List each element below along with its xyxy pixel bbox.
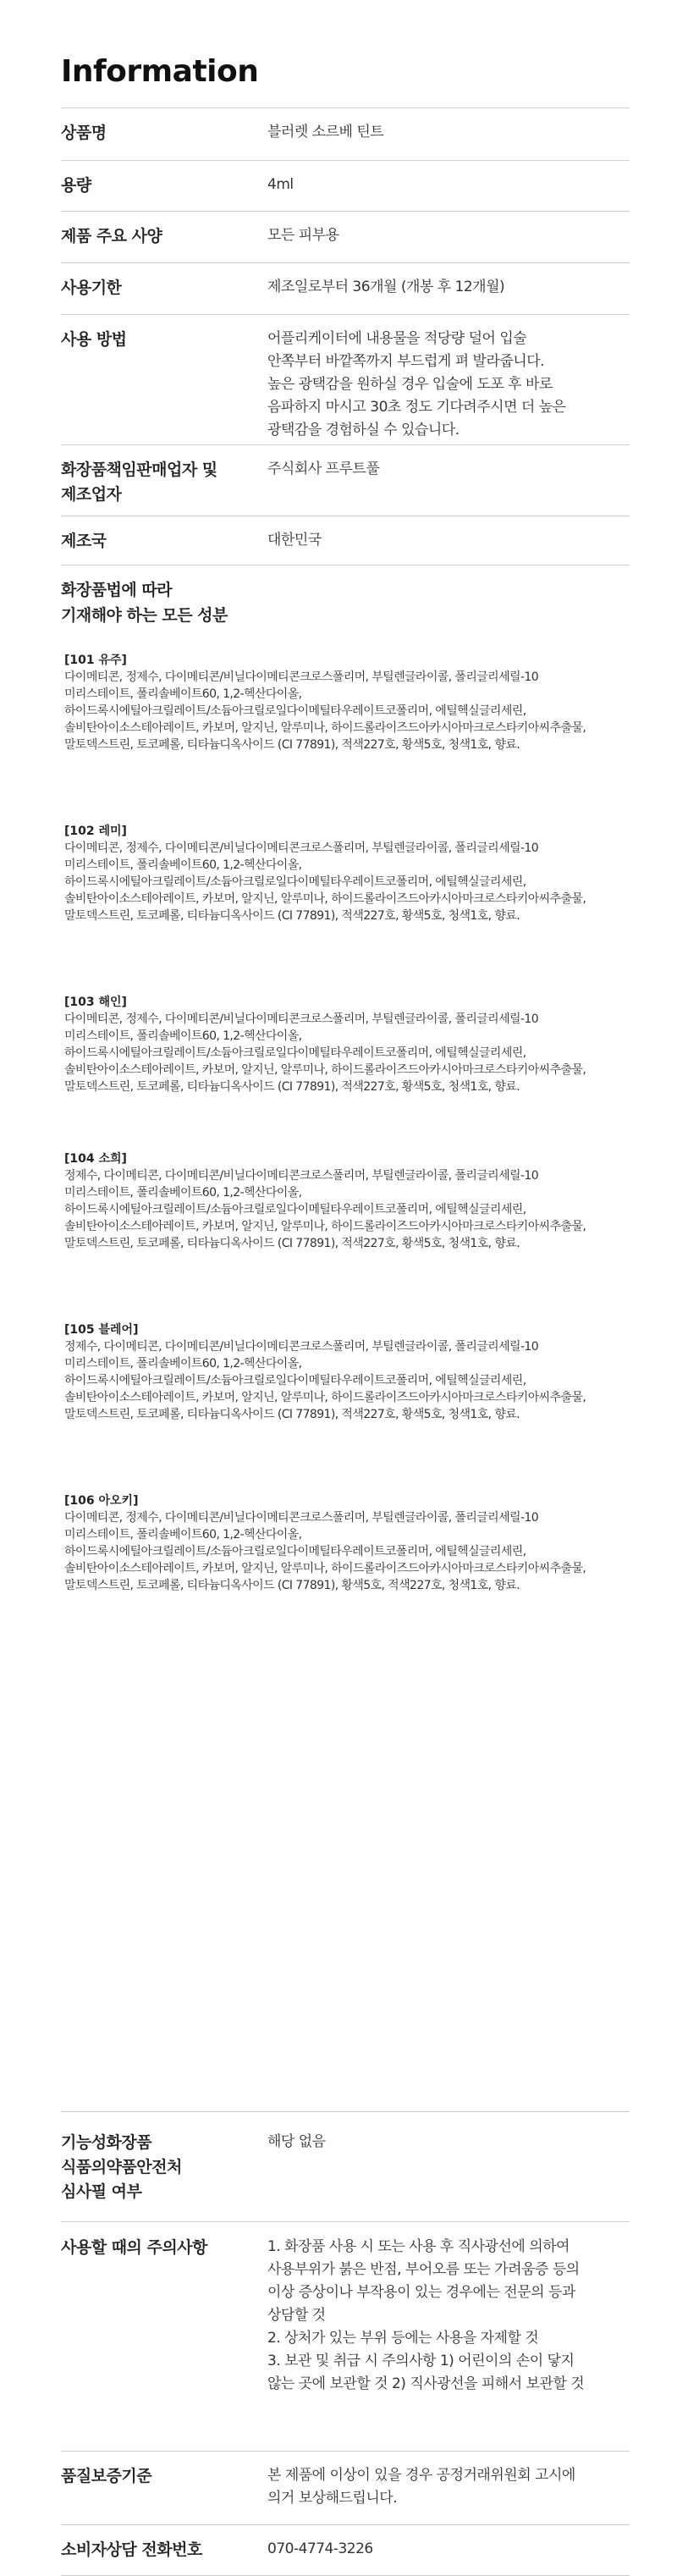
shade-name: [101 유주] <box>64 654 127 667</box>
row-label: 품질보증기준 <box>61 2467 152 2485</box>
usage-line: 광택감을 경험하실 수 있습니다. <box>267 422 460 439</box>
row-usage <box>61 315 630 445</box>
row-value: 4ml <box>267 176 294 193</box>
row-value <box>267 2464 630 2524</box>
ingredient-line: 다이메티콘, 정제수, 다이메티콘/비닐다이메티콘크로스폴리머, 부틸렌글라이콜, 폴리글리세릴-10 <box>64 841 539 855</box>
row-maker <box>61 445 630 516</box>
row-label: 사용 방법 <box>61 330 127 349</box>
shade-name: [103 해인] <box>64 996 127 1009</box>
row-spec <box>61 212 630 263</box>
ingredient-line: 다이메티콘, 정제수, 다이메티콘/비닐다이메티콘크로스폴리머, 부틸렌글라이콜, 폴리글리세릴-10 <box>64 1511 539 1525</box>
row-label <box>61 458 267 516</box>
ingredient-line: 하이드록시에틸아크릴레이트/소듐아크릴로일다이메틸타우레이트코폴리머, 에틸헥실글리세린, <box>64 1203 526 1216</box>
shade-name: [102 레미] <box>64 825 127 838</box>
row-volume <box>61 161 630 212</box>
phone-number: 070-4774-3226 <box>267 2540 373 2557</box>
label-line: 기재해야 하는 모든 성분 <box>61 606 228 625</box>
ingredient-shade <box>64 652 630 823</box>
row-country <box>61 516 630 565</box>
row-product-name <box>61 108 630 161</box>
ingredient-line: 말토덱스트린, 토코페롤, 티타늄디옥사이드 (CI 77891), 적색227호, 황색5호, 청색1호, 향료. <box>64 738 520 752</box>
ingredient-line: 말토덱스트린, 토코페롤, 티타늄디옥사이드 (CI 77891), 적색227호, 황색5호, 청색1호, 향료. <box>64 1237 520 1250</box>
ingredient-line: 정제수, 다이메티콘, 다이메티콘/비닐다이메티콘크로스폴리머, 부틸렌글라이콜, 폴리글리세릴-10 <box>64 1169 539 1183</box>
ingredient-line: 솔비탄아이소스테아레이트, 카보머, 알지닌, 알루미나, 하이드롤라이즈드아카시아마크로스타키아씨추출물, <box>64 721 586 735</box>
ingredient-line: 미리스테이트, 폴리솔베이트60, 1,2-헥산다이올, <box>64 858 302 872</box>
caution-item <box>267 2236 630 2327</box>
label-line: 제조업자 <box>61 485 122 504</box>
row-phone <box>61 2525 630 2576</box>
row-value <box>267 328 630 444</box>
caution-line: 이상 증상이나 부작용이 있는 경우에는 전문의 등과 <box>267 2284 575 2301</box>
row-value <box>267 2236 630 2451</box>
ingredient-line: 말토덱스트린, 토코페롤, 티타늄디옥사이드 (CI 77891), 적색227호, 황색5호, 청색1호, 향료. <box>64 1080 520 1094</box>
row-value: 해당 없음 <box>267 2133 326 2150</box>
label-line: 화장품책임판매업자 및 <box>61 461 217 479</box>
usage-line: 어플리케이터에 내용물을 적당량 덜어 입술 <box>267 330 527 347</box>
label-line: 식품의약품안전처 <box>61 2158 182 2176</box>
row-label: 제조국 <box>61 532 107 550</box>
label-line: 심사필 여부 <box>61 2182 142 2201</box>
ingredient-line: 솔비탄아이소스테아레이트, 카보머, 알지닌, 알루미나, 하이드롤라이즈드아카시아마크로스타키아씨추출물, <box>64 892 586 906</box>
row-label <box>61 577 267 628</box>
shade-name: [105 블레어] <box>64 1323 139 1337</box>
ingredient-line: 미리스테이트, 폴리솔베이트60, 1,2-헥산다이올, <box>64 1528 302 1542</box>
ingredient-shade <box>64 1321 630 1492</box>
row-label: 사용할 때의 주의사항 <box>61 2238 207 2257</box>
ingredient-line: 말토덱스트린, 토코페롤, 티타늄디옥사이드 (CI 77891), 적색227호, 황색5호, 청색1호, 향료. <box>64 909 520 923</box>
ingredient-line: 다이메티콘, 정제수, 다이메티콘/비닐다이메티콘크로스폴리머, 부틸렌글라이콜, 폴리글리세릴-10 <box>64 1012 539 1026</box>
ingredient-list <box>61 652 630 1594</box>
row-value: 블러렛 소르베 틴트 <box>267 124 384 141</box>
ingredient-line: 미리스테이트, 폴리솔베이트60, 1,2-헥산다이올, <box>64 1357 302 1371</box>
ingredient-line: 미리스테이트, 폴리솔베이트60, 1,2-헥산다이올, <box>64 687 302 701</box>
row-ingredients <box>61 565 630 2112</box>
row-label: 상품명 <box>61 124 107 142</box>
ingredient-line: 하이드록시에틸아크릴레이트/소듐아크릴로일다이메틸타우레이트코폴리머, 에틸헥실글리세린, <box>64 1046 526 1060</box>
page-title: Information <box>61 54 259 89</box>
row-label: 사용기한 <box>61 279 122 297</box>
ingredient-line: 솔비탄아이소스테아레이트, 카보머, 알지닌, 알루미나, 하이드롤라이즈드아카시아마크로스타키아씨추출물, <box>64 1391 586 1404</box>
ingredient-line: 솔비탄아이소스테아레이트, 카보머, 알지닌, 알루미나, 하이드롤라이즈드아카시아마크로스타키아씨추출물, <box>64 1063 586 1077</box>
usage-line: 높은 광택감을 원하실 경우 입술에 도포 후 바로 <box>267 376 553 393</box>
label-line: 화장품법에 따라 <box>61 581 173 599</box>
ingredient-shade <box>64 1150 630 1321</box>
row-value: 대한민국 <box>267 532 322 549</box>
ingredient-line: 다이메티콘, 정제수, 다이메티콘/비닐다이메티콘크로스폴리머, 부틸렌글라이콜, 폴리글리세릴-10 <box>64 670 539 684</box>
shade-name: [104 소희] <box>64 1152 127 1166</box>
quality-line: 본 제품에 이상이 있을 경우 공정거래위원회 고시에 <box>267 2467 575 2484</box>
info-table <box>61 108 630 2576</box>
row-label <box>61 2131 267 2221</box>
row-expiry <box>61 263 630 315</box>
caution-line: 않는 곳에 보관할 것 2) 직사광선을 피해서 보관할 것 <box>267 2375 585 2392</box>
ingredient-line: 정제수, 다이메티콘, 다이메티콘/비닐다이메티콘크로스폴리머, 부틸렌글라이콜, 폴리글리세릴-10 <box>64 1340 539 1354</box>
row-label: 소비자상담 전화번호 <box>61 2540 202 2559</box>
row-value: 주식회사 프루트풀 <box>267 461 380 477</box>
ingredient-line: 하이드록시에틸아크릴레이트/소듐아크릴로일다이메틸타우레이트코폴리머, 에틸헥실글리세린, <box>64 704 526 718</box>
ingredient-line: 하이드록시에틸아크릴레이트/소듐아크릴로일다이메틸타우레이트코폴리머, 에틸헥실글리세린, <box>64 1374 526 1387</box>
ingredient-shade <box>64 823 630 994</box>
caution-line: 사용부위가 붉은 반점, 부어오름 또는 가려움증 등의 <box>267 2261 580 2278</box>
caution-line: 3. 보관 및 취급 시 주의사항 1) 어린이의 손이 닿지 <box>267 2353 575 2369</box>
caution-line: 2. 상처가 있는 부위 등에는 사용을 자제할 것 <box>267 2330 539 2347</box>
usage-line: 안쪽부터 바깥쪽까지 부드럽게 펴 발라줍니다. <box>267 353 545 370</box>
ingredient-line: 미리스테이트, 폴리솔베이트60, 1,2-헥산다이올, <box>64 1029 302 1043</box>
row-functional <box>61 2112 630 2222</box>
usage-line: 음파하지 마시고 30초 정도 기다려주시면 더 높은 <box>267 399 566 416</box>
ingredient-shade <box>64 1492 630 1594</box>
ingredient-line: 미리스테이트, 폴리솔베이트60, 1,2-헥산다이올, <box>64 1186 302 1200</box>
shade-name: [106 아오키] <box>64 1494 139 1508</box>
ingredient-line: 솔비탄아이소스테아레이트, 카보머, 알지닌, 알루미나, 하이드롤라이즈드아카시아마크로스타키아씨추출물, <box>64 1562 586 1575</box>
ingredient-line: 하이드록시에틸아크릴레이트/소듐아크릴로일다이메틸타우레이트코폴리머, 에틸헥실글리세린, <box>64 875 526 889</box>
row-value: 제조일로부터 36개월 (개봉 후 12개월) <box>267 279 505 295</box>
ingredient-line: 말토덱스트린, 토코페롤, 티타늄디옥사이드 (CI 77891), 황색5호, 적색227호, 청색1호, 향료. <box>64 1579 520 1592</box>
row-value: 모든 피부용 <box>267 227 339 244</box>
caution-item <box>267 2327 630 2350</box>
ingredient-shade <box>64 994 630 1150</box>
caution-item <box>267 2350 630 2396</box>
caution-line: 1. 화장품 사용 시 또는 사용 후 직사광선에 의하여 <box>267 2238 570 2255</box>
ingredient-line: 말토덱스트린, 토코페롤, 티타늄디옥사이드 (CI 77891), 적색227호, 황색5호, 청색1호, 향료. <box>64 1408 520 1421</box>
ingredient-line: 솔비탄아이소스테아레이트, 카보머, 알지닌, 알루미나, 하이드롤라이즈드아카시아마크로스타키아씨추출물, <box>64 1220 586 1233</box>
row-quality <box>61 2452 630 2525</box>
ingredient-line: 하이드록시에틸아크릴레이트/소듐아크릴로일다이메틸타우레이트코폴리머, 에틸헥실글리세린, <box>64 1545 526 1558</box>
row-caution <box>61 2222 630 2452</box>
row-label: 용량 <box>61 176 91 195</box>
label-line: 기능성화장품 <box>61 2133 152 2152</box>
quality-line: 의거 보상해드립니다. <box>267 2490 398 2507</box>
row-label: 제품 주요 사양 <box>61 227 162 245</box>
caution-line: 상담할 것 <box>267 2307 326 2324</box>
